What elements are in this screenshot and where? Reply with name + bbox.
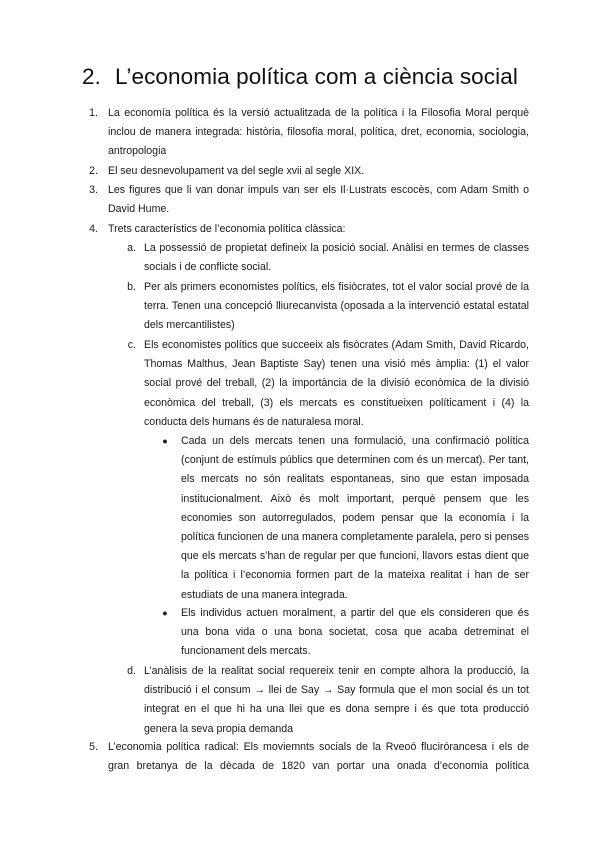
sublist-item-c: Els economistes polítics que succeeix als fisòcrates (Adam Smith, David Ricardo, Thomas Malthus, Jean Baptiste Say) tenen una visió més àmplia: (1) el valor social prové del treball, (2) la importància de la divisió econòmica de la divisió econòmica del treball, (3) els mercats es constitueixen políticament i (4) la conducta dels humans és de naturalesa moral.: [144, 339, 529, 428]
sublist-marker-c: c.: [127, 339, 136, 351]
list-marker-3: 3.: [89, 184, 98, 196]
list-marker-1: 1.: [89, 107, 98, 119]
bullet-item-1: Cada un dels mercats tenen una formulació, una confirmació política (conjunt de estímuls públics que determinen com és un mercat). Per tant, els mercats no són realitats espontaneas, sino que estan imposada institucionalment. Això és molt important, perquè pensem que les economies son autorregulados, podem pensar que la economía i la política funcionen de una manera completamente paralela, pero si penses que els mercats s’han de regular per que funcioni, llavors estas dient que la política i l’economia formen part de la mateixa realitat i han de ser estudiats de una manera integrada.: [181, 435, 529, 601]
list-item-3: Les figures que li van donar impuls van ser els Il·Lustrats escocès, com Adam Smith o David Hume.: [108, 184, 529, 216]
list-item-1: La economía política és la versió actualitzada de la política i la Filosofia Moral perquè inclou de manera integrada: història, filosofia moral, política, dret, economia, sociologia, antropologia: [108, 107, 529, 158]
sublist-marker-b: b.: [127, 281, 136, 293]
sublist-marker-a: a.: [127, 242, 136, 254]
list-marker-4: 4.: [89, 223, 98, 235]
list-marker-2: 2.: [89, 165, 98, 177]
list-item-2: El seu desnevolupament va del segle xvii al segle XIX.: [108, 165, 365, 177]
heading-text: L’economia política com a ciència social: [115, 64, 518, 89]
bullet-marker-1: ●: [162, 436, 168, 446]
page-title: [0, 64, 600, 90]
sublist-marker-d: d.: [127, 665, 136, 677]
list-item-5: L’economia política radical: Els moviemnts socials de la Rveoó flucirórancesa i els de gran bretanya de la dècada de 1820 van portar una onada d’economia política: [108, 741, 529, 773]
sublist-item-a: La possessió de propietat defineix la posició social. Anàlisi en termes de classes socials i de conflicte social.: [144, 242, 529, 274]
list-item-4: Trets característics de l’economia política clàssica:: [108, 223, 346, 235]
bullet-item-2: Els individus actuen moralment, a partir del que els consideren que és una bona vida o una bona societat, cosa que acaba detreminat el funcionament dels mercats.: [181, 607, 529, 658]
heading-number: 2.: [82, 64, 101, 89]
sublist-item-d: L’anàlisis de la realitat social requereix tenir en compte alhora la producció, la distribució i el consum → llei de Say → Say formula que el mon social és un tot integrat en el que hi ha una llei que es dona sempre i és que tota producció genera la seva propia demanda: [144, 665, 529, 735]
list-marker-5: 5.: [89, 741, 98, 753]
bullet-marker-2: ●: [162, 608, 168, 618]
sublist-item-b: Per als primers economistes polítics, els fisiòcrates, tot el valor social prové de la terra. Tenen una concepció lliurecanvista (oposada a la intervenció estatal estatal dels mercantilistes): [144, 281, 529, 332]
